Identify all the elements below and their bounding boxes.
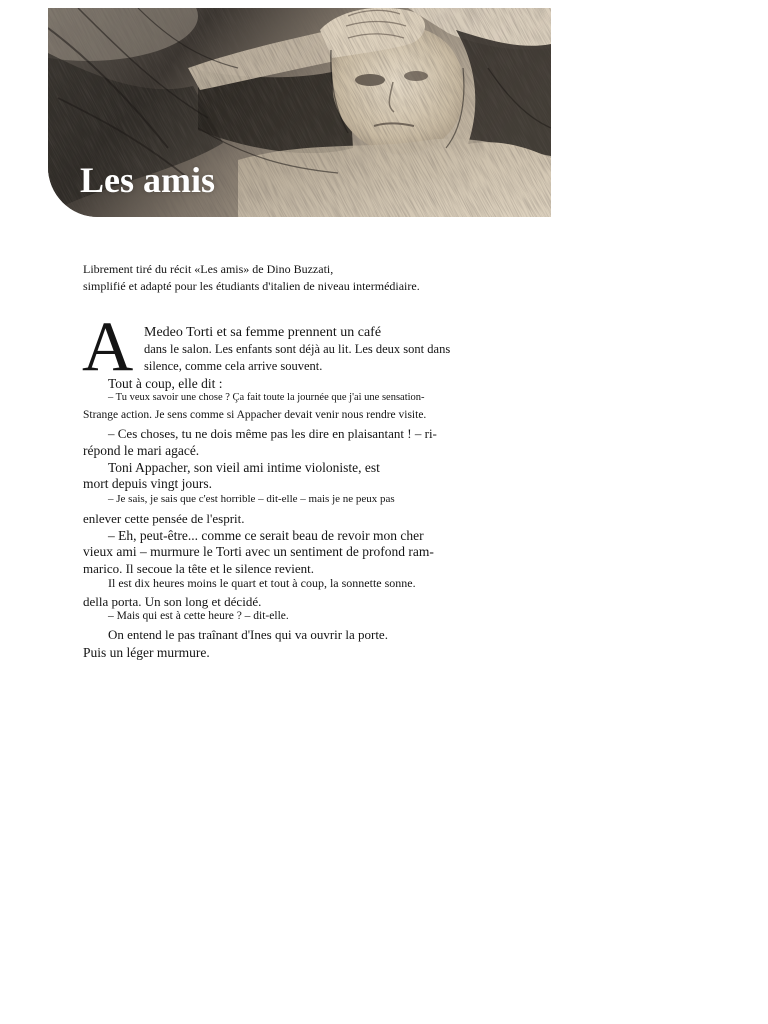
intro-line: simplifié et adapté pour les étudiants d'italien de niveau intermédiaire.	[83, 279, 420, 293]
story-line: enlever cette pensée de l'esprit.	[83, 511, 245, 526]
story-line: – Eh, peut-être... comme ce serait beau de revoir mon cher	[108, 528, 424, 543]
story-line: – Tu veux savoir une chose ? Ça fait toute la journée que j'ai une sensation-	[108, 392, 425, 403]
intro-line: Librement tiré du récit «Les amis» de Dino Buzzati,	[83, 262, 334, 276]
story-line: Medeo Torti et sa femme prennent un café	[144, 325, 382, 340]
page-title: Les amis	[80, 160, 215, 200]
story-line: Tout à coup, elle dit :	[108, 376, 223, 391]
story-line: silence, comme cela arrive souvent.	[144, 359, 323, 373]
story-line: vieux ami – murmure le Torti avec un sentiment de profond ram-	[83, 544, 434, 559]
story-line: Toni Appacher, son vieil ami intime violoniste, est	[108, 460, 380, 475]
story-line: – Je sais, je sais que c'est horrible – dit-elle – mais je ne peux pas	[108, 493, 395, 505]
story-line: On entend le pas traînant d'Ines qui va ouvrir la porte.	[108, 627, 388, 642]
header-banner	[48, 8, 551, 217]
story-line: – Ces choses, tu ne dois même pas les dire en plaisantant ! – ri-	[108, 426, 437, 441]
story-line: della porta. Un son long et décidé.	[83, 594, 262, 609]
story-line: – Mais qui est à cette heure ? – dit-elle.	[108, 610, 289, 622]
story-line: Strange action. Je sens comme si Appacher devait venir nous rendre visite.	[83, 409, 427, 421]
story-line: Puis un léger murmure.	[83, 645, 210, 660]
story-line: répond le mari agacé.	[83, 443, 200, 458]
story-line: mort depuis vingt jours.	[83, 476, 212, 491]
story-line: dans le salon. Les enfants sont déjà au lit. Les deux sont dans	[144, 342, 451, 356]
story-line: Il est dix heures moins le quart et tout à coup, la sonnette sonne.	[108, 576, 416, 590]
story-line: marico. Il secoue la tête et le silence revient.	[83, 561, 314, 576]
drop-cap: A	[82, 308, 134, 386]
